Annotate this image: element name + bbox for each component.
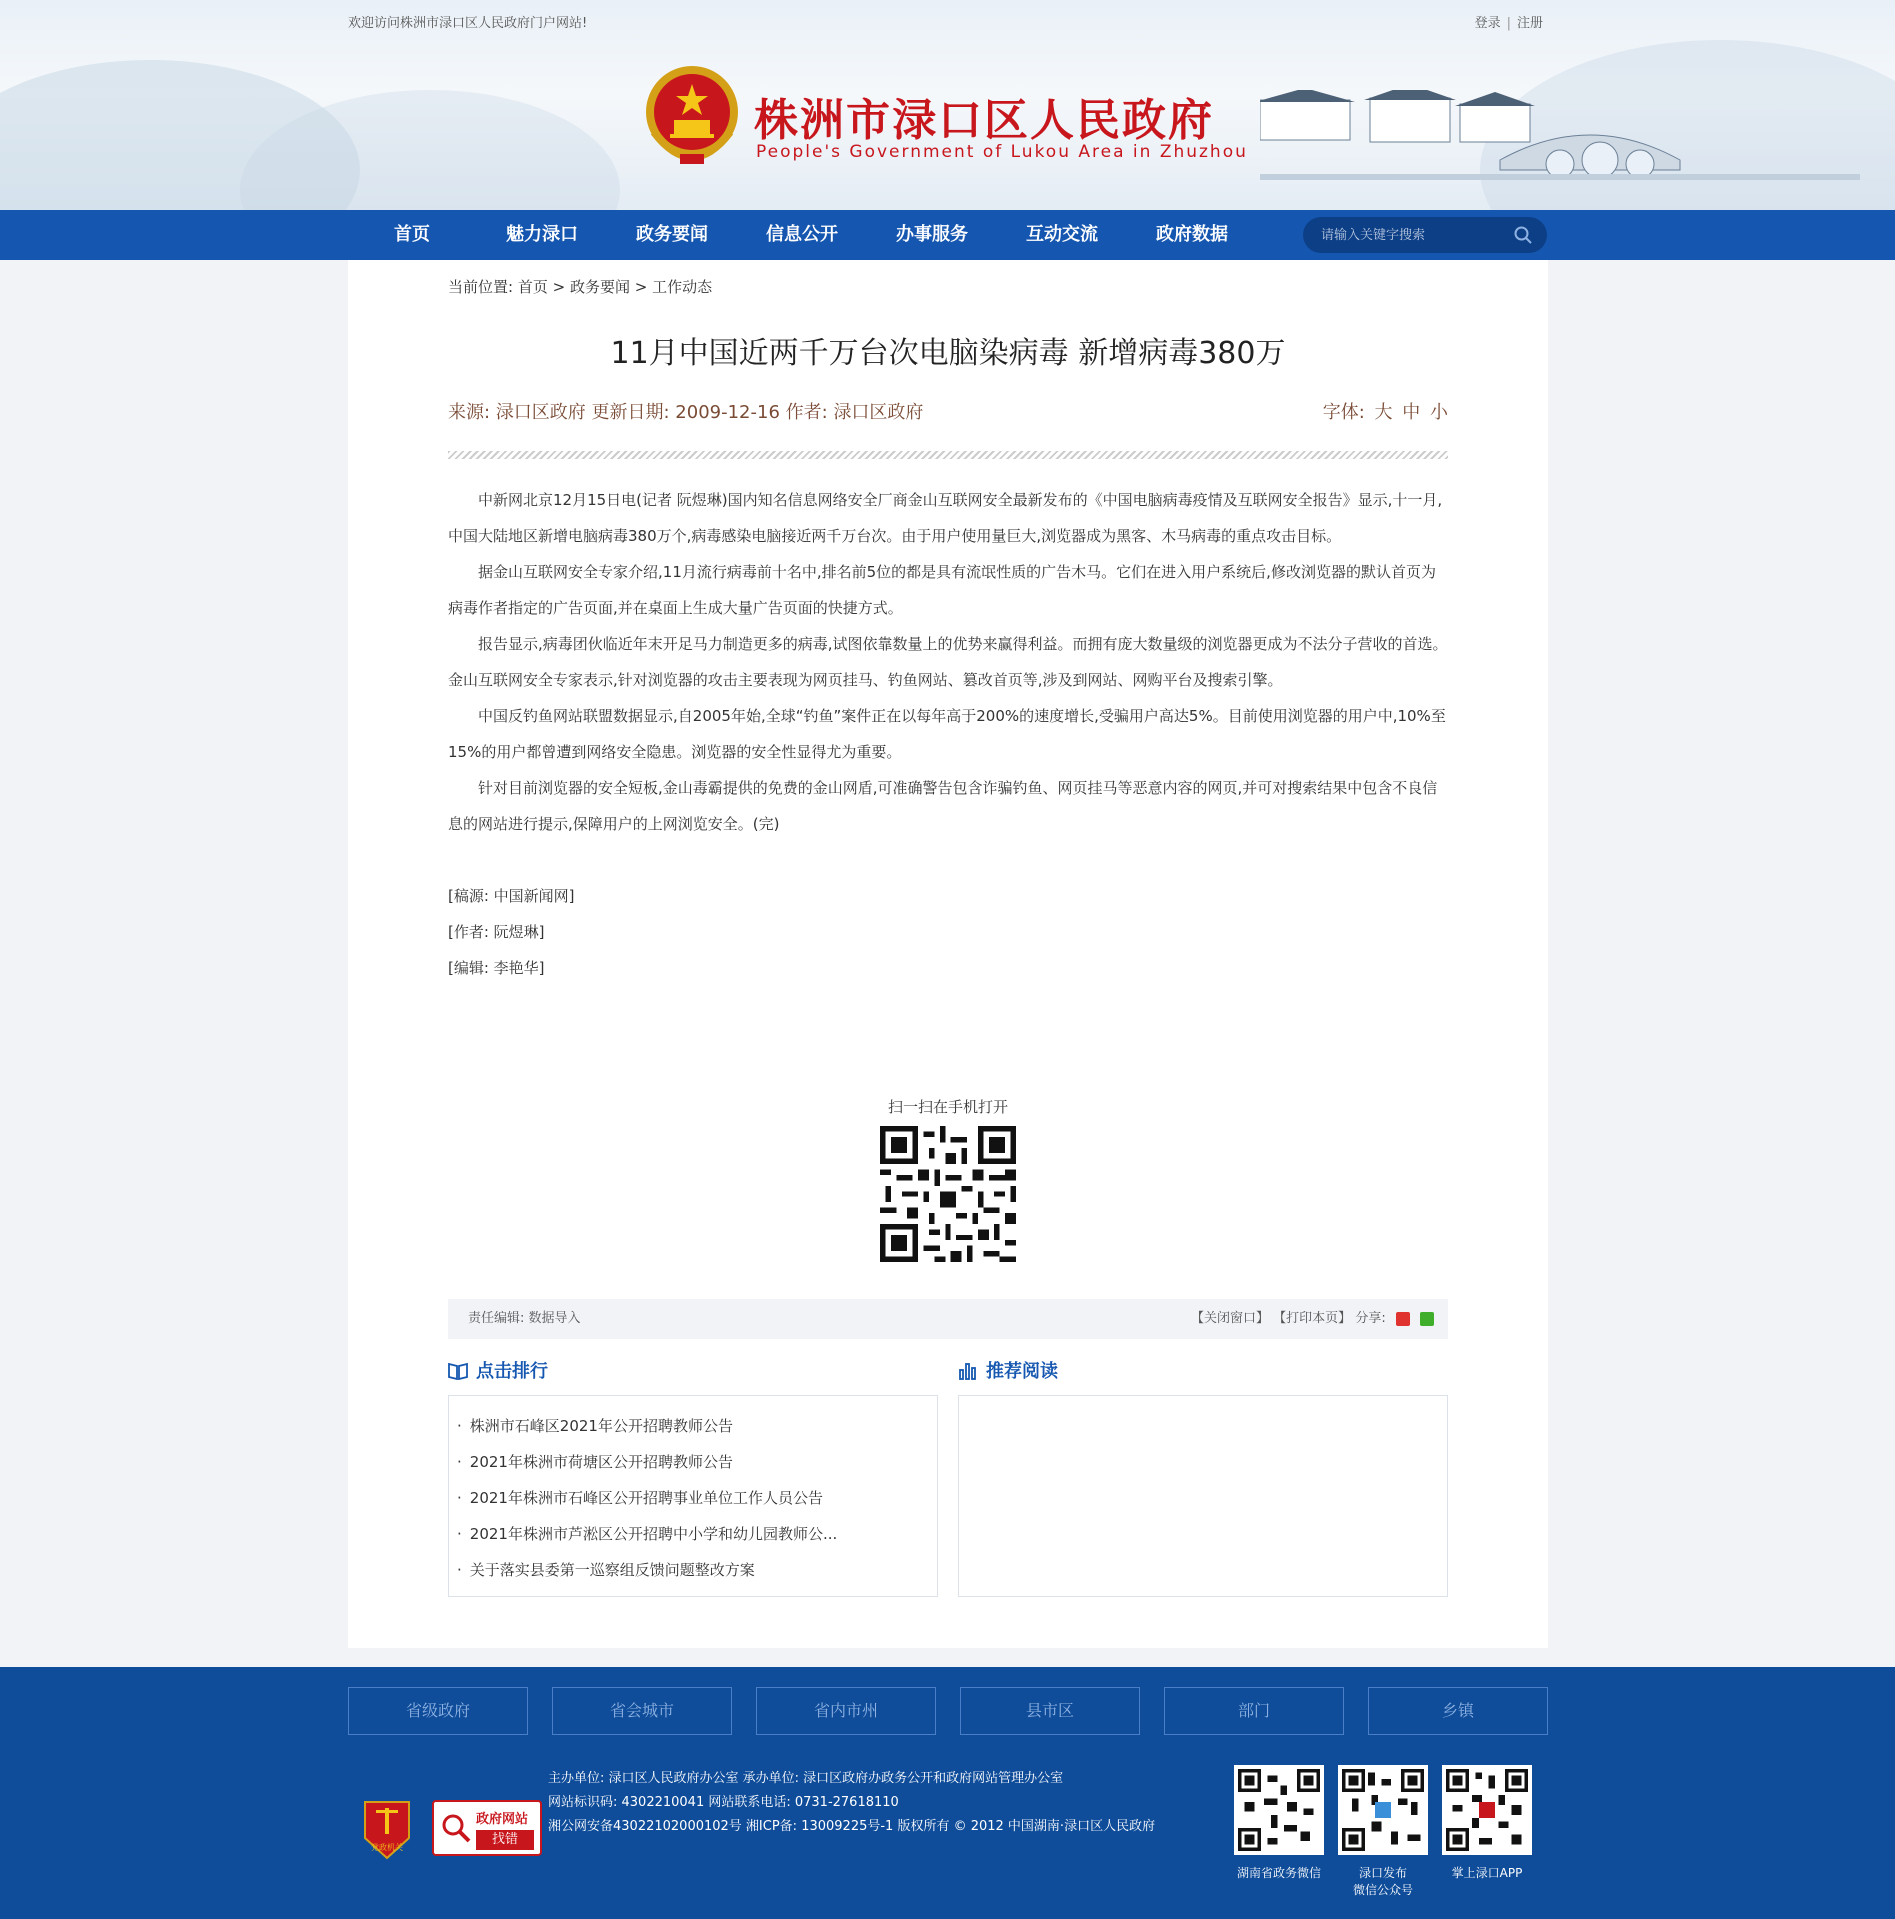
article-author: [作者: 阮煜琳] <box>448 923 545 941</box>
qr-label: 掌上渌口APP <box>1451 1866 1523 1880</box>
nav-item-gov-data[interactable]: 政府数据 <box>1156 224 1228 245</box>
rank-item-link[interactable]: 2021年株洲市芦淞区公开招聘中小学和幼儿园教师公... <box>469 1525 838 1543</box>
rank-list <box>449 1396 937 1588</box>
search-input[interactable] <box>1321 225 1511 245</box>
article-title: 11月中国近两千万台次电脑染病毒 新增病毒380万 <box>610 336 1286 371</box>
book-icon <box>448 1362 468 1380</box>
breadcrumb-home[interactable]: 首页 <box>517 278 548 296</box>
rank-item-link[interactable]: 关于落实县委第一巡察组反馈问题整改方案 <box>469 1561 755 1579</box>
register-link[interactable]: 注册 <box>1516 16 1543 31</box>
qr-label: 扫一扫在手机打开 <box>887 1098 1008 1116</box>
tools-actions <box>1191 1299 1434 1339</box>
list-item[interactable]: · 2021年株洲市荷塘区公开招聘教师公告 <box>457 1453 733 1471</box>
font-size-small[interactable]: 小 <box>1430 402 1448 423</box>
search-icon[interactable] <box>1513 225 1533 245</box>
recommend-panel-heading <box>958 1357 1058 1383</box>
breadcrumb-prefix: 当前位置: <box>448 278 514 296</box>
nav-item-services[interactable]: 办事服务 <box>896 224 968 245</box>
search-box <box>1303 217 1547 253</box>
recommend-panel-title: 推荐阅读 <box>986 1361 1058 1382</box>
rank-panel-title: 点击排行 <box>476 1361 548 1382</box>
badge-text: 党政机关 <box>371 1843 403 1852</box>
rank-panel <box>448 1395 938 1597</box>
rank-item-link[interactable]: 2021年株洲市荷塘区公开招聘教师公告 <box>469 1453 733 1471</box>
close-window-button[interactable]: 【关闭窗口】 <box>1191 1311 1270 1326</box>
rank-item-link[interactable]: 株洲市石峰区2021年公开招聘教师公告 <box>469 1417 733 1435</box>
list-item[interactable]: · 株洲市石峰区2021年公开招聘教师公告 <box>457 1417 733 1435</box>
bridge-scenery-icon <box>1260 90 1860 200</box>
qr-label: 湖南省政务微信 <box>1236 1866 1321 1880</box>
nav-item-interaction[interactable]: 互动交流 <box>1026 224 1098 245</box>
breadcrumb-separator: > <box>634 278 648 296</box>
qr-code-icon <box>1442 1765 1532 1855</box>
divider <box>448 451 1448 459</box>
nav-item-government-news[interactable]: 政务要闻 <box>636 224 708 245</box>
article-paragraph: 报告显示,病毒团伙临近年末开足马力制造更多的病毒,试图依靠数量上的优势来赢得利益。而拥有庞大数量级的浏览器更成为不法分子营收的首选。金山互联网安全专家表示,针对浏览器的攻击主要表现为网页挂马、钓鱼网站、篡改首页等,涉及到网站、网购平台及搜索引擎。 <box>448 635 1448 689</box>
rank-panel-heading <box>448 1357 548 1383</box>
nav-item-home[interactable]: 首页 <box>394 224 430 245</box>
footer-site-id: 网站标识码: 4302210041 网站联系电话: 0731-27618110 <box>548 1795 899 1810</box>
party-government-badge-icon[interactable] <box>362 1798 412 1860</box>
footer-link-towns[interactable]: 乡镇 <box>1368 1687 1548 1735</box>
weibo-share-icon[interactable] <box>1396 1312 1410 1326</box>
badge-title: 政府网站 <box>476 1812 529 1827</box>
qr-code-icon <box>880 1126 1016 1262</box>
breadcrumb-current[interactable]: 工作动态 <box>652 278 713 296</box>
article-paragraph: 中新网北京12月15日电(记者 阮煜琳)国内知名信息网络安全厂商金山互联网安全最新发布的《中国电脑病毒疫情及互联网安全报告》显示,十一月,中国大陆地区新增电脑病毒380万个,病毒感染电脑接近两千万台次。由于用户使用量巨大,浏览器成为黑客、木马病毒的重点攻击目标。 <box>448 491 1443 545</box>
breadcrumb-section[interactable]: 政务要闻 <box>570 278 631 296</box>
national-emblem-icon <box>640 62 744 172</box>
footer-link-prefectures[interactable]: 省内市州 <box>756 1687 936 1735</box>
recommend-panel <box>958 1395 1448 1597</box>
welcome-text: 欢迎访问株洲市渌口区人民政府门户网站! <box>348 16 588 31</box>
rank-item-link[interactable]: 2021年株洲市石峰区公开招聘事业单位工作人员公告 <box>469 1489 823 1507</box>
list-item[interactable]: · 2021年株洲市石峰区公开招聘事业单位工作人员公告 <box>457 1489 823 1507</box>
footer-link-capital-cities[interactable]: 省会城市 <box>552 1687 732 1735</box>
qr-label: 渌口发布 微信公众号 <box>1352 1866 1413 1897</box>
font-size-switcher <box>1323 398 1448 424</box>
responsible-editor: 责任编辑: 数据导入 <box>468 1311 581 1326</box>
footer-sponsor: 主办单位: 渌口区人民政府办公室 承办单位: 渌口区政府办政务公开和政府网站管理办公室 <box>548 1771 1064 1786</box>
tools-bar <box>448 1299 1448 1339</box>
footer-link-counties[interactable]: 县市区 <box>960 1687 1140 1735</box>
footer-icp: 湘公网安备43022102000102号 湘ICP备: 13009225号-1 版权所有 © 2012 中国湖南·渌口区人民政府 <box>548 1819 1156 1834</box>
font-size-label: 字体: <box>1322 402 1365 423</box>
footer-link-departments[interactable]: 部门 <box>1164 1687 1344 1735</box>
article-editor: [编辑: 李艳华] <box>448 959 545 977</box>
site-header <box>0 0 1895 210</box>
article-meta <box>448 398 1448 424</box>
article-body <box>448 482 1448 986</box>
site-footer <box>0 1667 1895 1919</box>
font-size-medium[interactable]: 中 <box>1402 402 1421 423</box>
share-label: 分享: <box>1355 1311 1386 1326</box>
list-item[interactable]: · 2021年株洲市芦淞区公开招聘中小学和幼儿园教师公... <box>457 1525 838 1543</box>
wechat-share-icon[interactable] <box>1420 1312 1434 1326</box>
breadcrumb <box>448 276 712 297</box>
article-paragraph: 中国反钓鱼网站联盟数据显示,自2005年始,全球“钓鱼”案件正在以每年高于200%的速度增长,受骗用户高达5%。目前使用浏览器的用户中,10%至15%的用户都曾遭到网络安全隐患。浏览器的安全性显得尤为重要。 <box>448 707 1446 761</box>
badge-subtitle: 找错 <box>476 1830 534 1850</box>
article-paragraph: 针对目前浏览器的安全短板,金山毒霸提供的免费的金山网盾,可准确警告包含诈骗钓鱼、网页挂马等恶意内容的网页,并可对搜索结果中包含不良信息的网站进行提示,保障用户的上网浏览安全。(完) <box>448 779 1438 833</box>
nav-item-charm-lukou[interactable]: 魅力渌口 <box>506 224 578 245</box>
magnifier-icon <box>440 1812 472 1844</box>
qr-code-icon <box>1338 1765 1428 1855</box>
main-nav <box>0 210 1895 260</box>
bar-chart-icon <box>958 1362 978 1380</box>
breadcrumb-separator: > <box>552 278 566 296</box>
article-container <box>348 260 1548 1648</box>
print-page-button[interactable]: 【打印本页】 <box>1273 1311 1352 1326</box>
nav-item-info-disclosure[interactable]: 信息公开 <box>766 224 838 245</box>
gov-site-error-report-badge[interactable] <box>432 1800 542 1856</box>
site-title: 株洲市渌口区人民政府 <box>754 95 1214 146</box>
qr-code-icon <box>1234 1765 1324 1855</box>
footer-link-provincial[interactable]: 省级政府 <box>348 1687 528 1735</box>
account-links: 登录 | 注册 <box>1474 16 1543 31</box>
article-source: [稿源: 中国新闻网] <box>448 887 575 905</box>
article-paragraph: 据金山互联网安全专家介绍,11月流行病毒前十名中,排名前5位的都是具有流氓性质的广告木马。它们在进入用户系统后,修改浏览器的默认首页为病毒作者指定的广告页面,并在桌面上生成大量广告页面的快捷方式。 <box>448 563 1436 617</box>
site-subtitle: People's Government of Lukou Area in Zhuzhou <box>756 142 1248 162</box>
font-size-large[interactable]: 大 <box>1374 402 1393 423</box>
article-meta-info: 来源: 渌口区政府 更新日期: 2009-12-16 作者: 渌口区政府 <box>448 402 924 423</box>
list-item[interactable]: · 关于落实县委第一巡察组反馈问题整改方案 <box>457 1561 755 1579</box>
login-link[interactable]: 登录 <box>1474 16 1501 31</box>
